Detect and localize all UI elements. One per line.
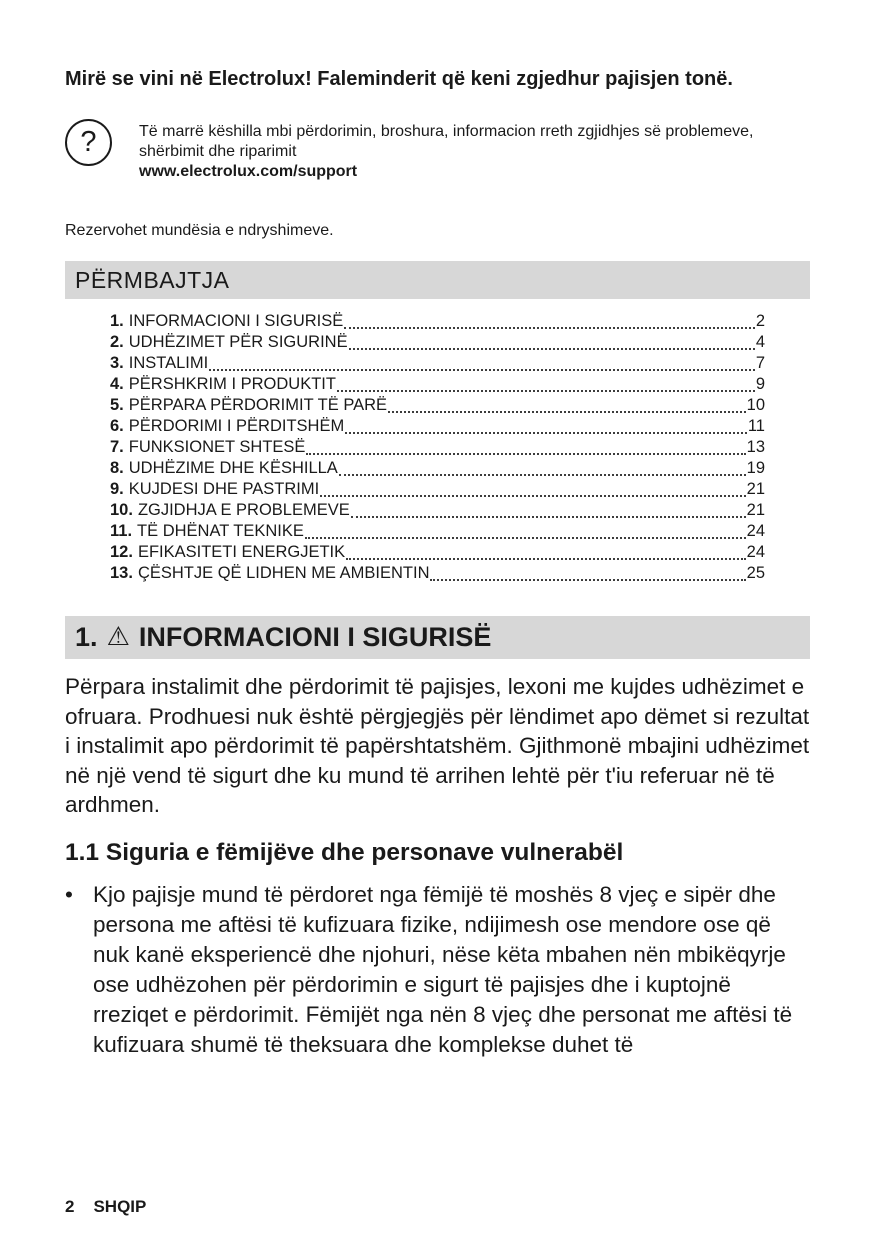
toc-entry-label: PËRDORIMI I PËRDITSHËM: [128, 417, 345, 435]
toc-entry-page: 24: [746, 522, 765, 540]
toc-entry-page: 7: [755, 354, 765, 372]
toc-entry-page: 19: [746, 459, 765, 477]
toc-entry-page: 10: [746, 396, 765, 414]
toc-leader-dots: [346, 558, 746, 560]
toc-entry-label: ÇËSHTJE QË LIDHEN ME AMBIENTIN: [137, 564, 430, 582]
toc-leader-dots: [344, 327, 755, 329]
toc-leader-dots: [337, 390, 755, 392]
toc-entry-page: 25: [746, 564, 765, 582]
toc-entry-label: ZGJIDHJA E PROBLEMEVE: [137, 501, 350, 519]
welcome-heading: Mirë se vini në Electrolux! Faleminderit që keni zgjedhur pajisjen tonë.: [65, 68, 733, 90]
toc-entry-page: 13: [746, 438, 765, 456]
toc-entry-page: 21: [746, 480, 765, 498]
toc-leader-dots: [320, 495, 745, 497]
toc-entry-number: 4.: [110, 375, 124, 393]
toc-entry-number: 10.: [110, 501, 133, 519]
support-url: www.electrolux.com/support: [139, 163, 358, 180]
toc-entry: [110, 332, 765, 353]
toc-entry-number: 11.: [110, 522, 133, 540]
section-1-header: [65, 616, 810, 659]
question-mark-glyph: ?: [80, 126, 97, 158]
toc-entry-label: EFIKASITETI ENERGJETIK: [137, 543, 346, 561]
bullet-item: [65, 880, 810, 1060]
toc-entry-number: 6.: [110, 417, 124, 435]
toc-entry-label: KUJDESI DHE PASTRIMI: [128, 480, 320, 498]
toc-entry-number: 1.: [110, 312, 124, 330]
toc-entry-page: 4: [755, 333, 765, 351]
support-description: Të marrë këshilla mbi përdorimin, broshura, informacion rreth zgjidhjes së problemeve, shërbimit dhe riparimit: [139, 123, 754, 160]
toc-title-bar: [65, 261, 810, 299]
toc-entry-label: PËRPARA PËRDORIMIT TË PARË: [128, 396, 388, 414]
subsection-title: 1.1 Siguria e fëmijëve dhe personave vulnerabël: [65, 838, 624, 866]
section-intro-paragraph: Përpara instalimit dhe përdorimit të pajisjes, lexoni me kujdes udhëzimet e ofruara. Prodhuesi nuk është përgjegjës për lëndimet apo dëmet si rezultat i instalimit apo përdorimit të papërshtatshëm. Gjithmonë mbajini udhëzimet në një vend të sigurt dhe ku mund të arrihen lehtë për t'iu referuar në të ardhmen.: [65, 674, 810, 817]
toc-entry-label: INFORMACIONI I SIGURISË: [128, 312, 344, 330]
toc-entry: [110, 353, 765, 374]
support-text-block: [139, 119, 779, 182]
footer-language: SHQIP: [93, 1197, 147, 1216]
toc-entry-number: 13.: [110, 564, 133, 582]
bullet-text: Kjo pajisje mund të përdoret nga fëmijë të moshës 8 vjeç e sipër dhe persona me aftësi të kufizuara fizike, ndijimesh ose mendore ose që nuk kanë eksperiencë dhe njohuri, nëse këta mbahen nën mbikëqyrje ose udhëzohen për përdorimin e sigurt të pajisjes dhe i kuptojnë rreziqet e përdorimit. Fëmijët nga nën 8 vjeç dhe personat me aftësi të kufizuara shumë të theksuara dhe komplekse duhet të: [93, 881, 793, 1057]
changes-notice: Rezervohet mundësia e ndryshimeve.: [65, 222, 334, 239]
support-info: [65, 119, 810, 182]
page-footer: [65, 1197, 146, 1217]
toc-entry-label: PËRSHKRIM I PRODUKTIT: [128, 375, 336, 393]
toc-entry-number: 7.: [110, 438, 124, 456]
toc-entry: [110, 458, 765, 479]
toc-entry-label: INSTALIMI: [128, 354, 209, 372]
toc-entry-page: 9: [755, 375, 765, 393]
toc-entry-page: 2: [755, 312, 765, 330]
toc-entry-number: 9.: [110, 480, 124, 498]
toc-entry-label: UDHËZIME DHE KËSHILLA: [128, 459, 338, 477]
toc-entry-page: 24: [746, 543, 765, 561]
section-title: INFORMACIONI I SIGURISË: [138, 622, 492, 652]
toc-entry-number: 5.: [110, 396, 124, 414]
toc-title: PËRMBAJTJA: [75, 267, 230, 293]
toc-entry: [110, 521, 765, 542]
toc-entry-number: 12.: [110, 543, 133, 561]
toc-entry-number: 2.: [110, 333, 124, 351]
toc-entry-page: 21: [746, 501, 765, 519]
toc-entry-label: FUNKSIONET SHTESË: [128, 438, 306, 456]
toc-entry-number: 8.: [110, 459, 124, 477]
section-number: 1.: [75, 622, 98, 652]
toc-leader-dots: [339, 474, 746, 476]
toc-entry: [110, 563, 765, 584]
toc-leader-dots: [349, 348, 755, 350]
toc-entry: [110, 374, 765, 395]
toc-entry: [110, 311, 765, 332]
toc-entry: [110, 437, 765, 458]
toc-entry-label: UDHËZIMET PËR SIGURINË: [128, 333, 348, 351]
toc-entry-label: TË DHËNAT TEKNIKE: [137, 522, 304, 540]
toc-entry-page: 11: [747, 417, 765, 435]
toc-leader-dots: [209, 369, 755, 371]
toc-entry: [110, 416, 765, 437]
toc-list: [65, 299, 810, 584]
toc-leader-dots: [388, 411, 746, 413]
toc-entry-number: 3.: [110, 354, 124, 372]
toc-entry: [110, 500, 765, 521]
toc-entry: [110, 479, 765, 500]
toc-leader-dots: [351, 516, 746, 518]
toc-leader-dots: [430, 579, 745, 581]
toc-leader-dots: [306, 453, 745, 455]
warning-icon: ⚠: [106, 621, 130, 652]
toc-leader-dots: [345, 432, 747, 434]
toc-entry: [110, 542, 765, 563]
bullet-marker: •: [65, 881, 73, 907]
toc-leader-dots: [305, 537, 746, 539]
footer-page-number: 2: [65, 1197, 75, 1216]
question-mark-icon: [65, 119, 112, 166]
toc-entry: [110, 395, 765, 416]
